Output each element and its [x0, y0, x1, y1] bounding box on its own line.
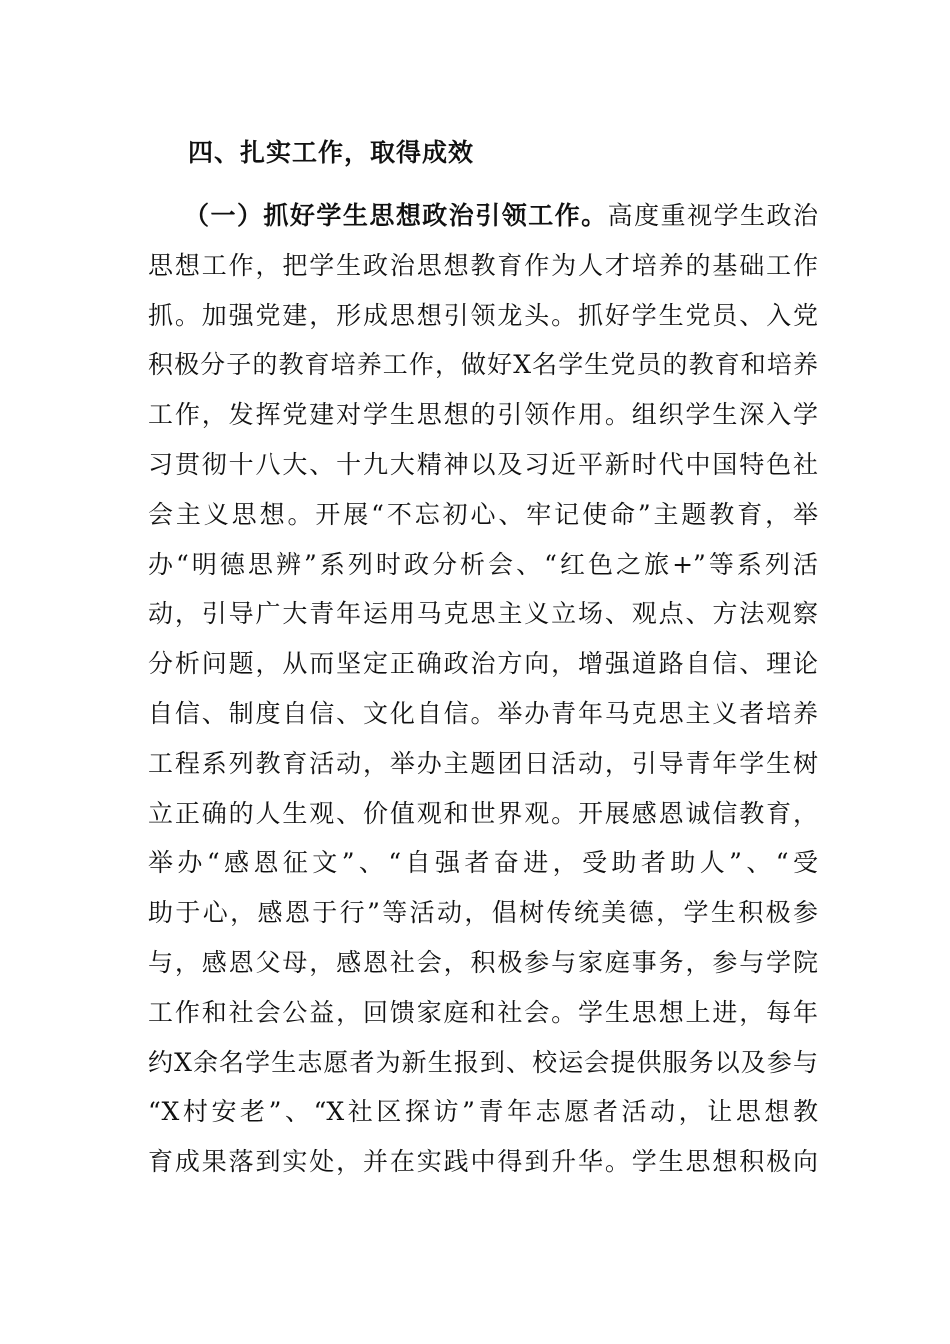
paragraph-line: 与，感恩父母，感恩社会，积极参与家庭事务，参与学院 [148, 947, 818, 977]
paragraph-line: 自信、制度自信、文化自信。举办青年马克思主义者培养 [148, 698, 818, 728]
paragraph-line: 会主义思想。开展“不忘初心、牢记使命”主题教育，举 [148, 499, 818, 529]
paragraph-line: 工作和社会公益，回馈家庭和社会。学生思想上进，每年 [148, 997, 818, 1027]
section-heading: 四、扎实工作，取得成效 [188, 138, 475, 167]
paragraph-line: 工程系列教育活动，举办主题团日活动，引导青年学生树 [148, 748, 818, 778]
paragraph-line: 办“明德思辨”系列时政分析会、“红色之旅+”等系列活 [148, 549, 818, 579]
paragraph-line: 举办“感恩征文”、“自强者奋进，受助者助人”、“受 [148, 848, 818, 878]
paragraph-line: 约X余名学生志愿者为新生报到、校运会提供服务以及参与 [148, 1047, 818, 1077]
paragraph-line: 动，引导广大青年运用马克思主义立场、观点、方法观察 [148, 599, 818, 629]
paragraph-line: 分析问题，从而坚定正确政治方向，增强道路自信、理论 [148, 649, 818, 679]
paragraph-body [148, 191, 818, 1187]
paragraph-line-text: 高度重视学生政治 [607, 201, 818, 230]
paragraph-line: “X村安老”、“X社区探访”青年志愿者活动，让思想教 [148, 1097, 818, 1127]
paragraph-line: 思想工作，把学生政治思想教育作为人才培养的基础工作 [148, 250, 818, 280]
paragraph-line: 积极分子的教育培养工作，做好X名学生党员的教育和培养 [148, 350, 818, 380]
paragraph-line: 抓。加强党建，形成思想引领龙头。抓好学生党员、入党 [148, 300, 818, 330]
paragraph-line: 助于心，感恩于行”等活动，倡树传统美德，学生积极参 [148, 898, 818, 928]
paragraph-lead: （一）抓好学生思想政治引领工作。 [184, 201, 608, 230]
paragraph-line: 立正确的人生观、价值观和世界观。开展感恩诚信教育， [148, 798, 818, 828]
paragraph-line: 工作，发挥党建对学生思想的引领作用。组织学生深入学 [148, 400, 818, 430]
paragraph-line: 育成果落到实处，并在实践中得到升华。学生思想积极向 [148, 1147, 818, 1177]
paragraph-line: 习贯彻十八大、十九大精神以及习近平新时代中国特色社 [148, 449, 818, 479]
paragraph-line [148, 191, 818, 241]
